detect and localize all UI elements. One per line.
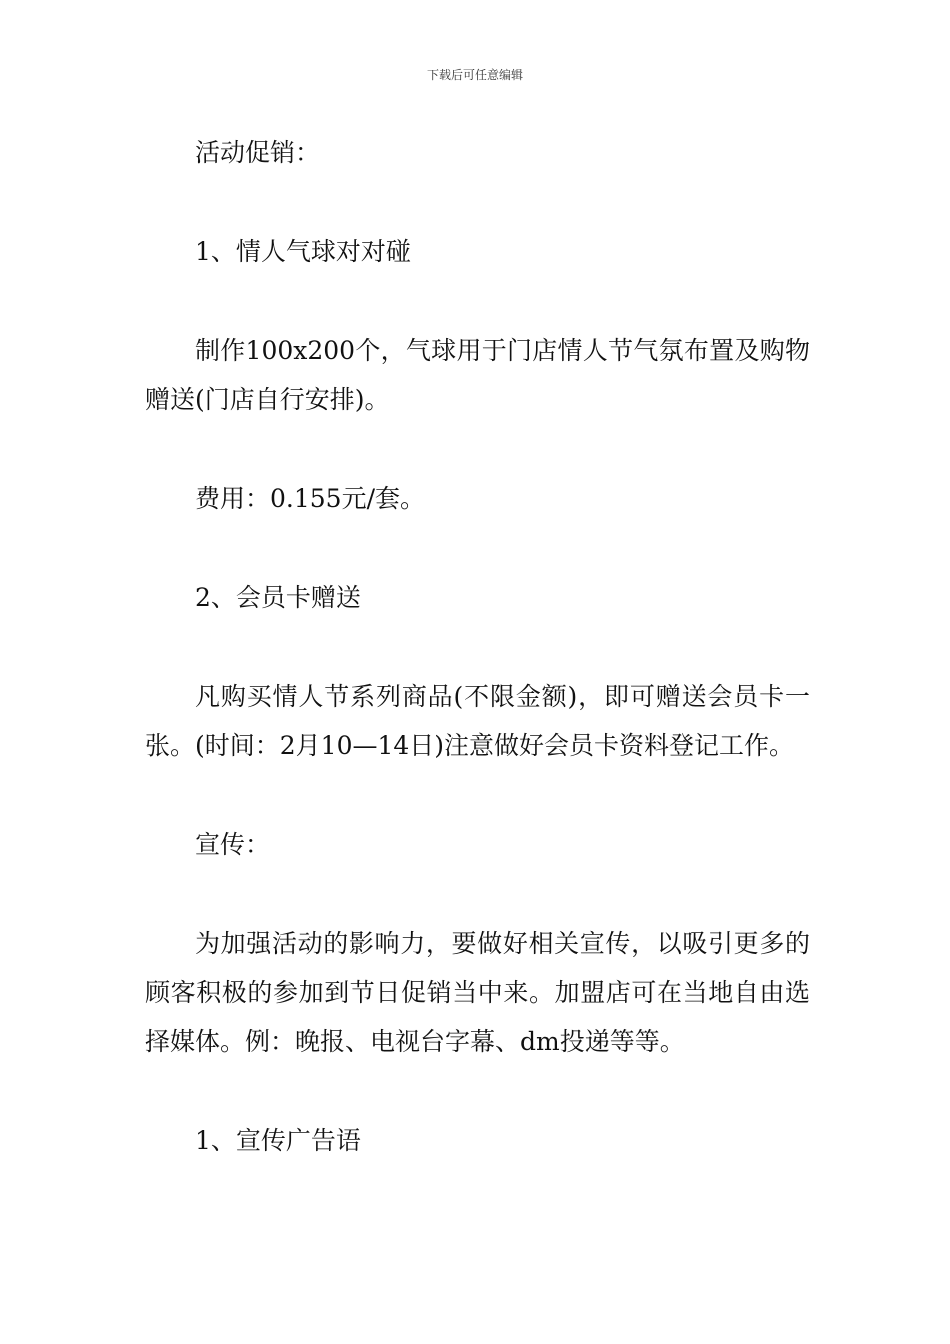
paragraph-gap [145, 1066, 810, 1116]
item-heading-balloon: 1、情人气球对对碰 [195, 237, 411, 266]
paragraph-gap [145, 276, 810, 326]
paragraph-cost: 费用：0.155元/套。 [195, 484, 425, 513]
item-heading-membership-card: 2、会员卡赠送 [195, 583, 361, 612]
paragraph-membership-detail: 凡购买情人节系列商品(不限金额)，即可赠送会员卡一张。(时间：2月10—14日)注意做好会员卡资料登记工作。 [145, 682, 810, 760]
item-heading-slogan: 1、宣传广告语 [195, 1126, 361, 1155]
paragraph-gap [145, 523, 810, 573]
section-heading-publicity: 宣传： [195, 830, 271, 859]
document-body [145, 128, 810, 1165]
paragraph-gap [145, 770, 810, 820]
paragraph-gap [145, 622, 810, 672]
paragraph-publicity-detail: 为加强活动的影响力，要做好相关宣传，以吸引更多的顾客积极的参加到节日促销当中来。加盟店可在当地自由选择媒体。例：晚报、电视台字幕、dm投递等等。 [145, 929, 810, 1056]
paragraph-gap [145, 869, 810, 919]
paragraph-balloon-detail: 制作100x200个，气球用于门店情人节气氛布置及购物赠送(门店自行安排)。 [145, 336, 810, 414]
paragraph-gap [145, 424, 810, 474]
paragraph-gap [145, 177, 810, 227]
section-heading-promotion: 活动促销： [195, 138, 321, 167]
page-header: 下载后可任意编辑 [426, 68, 523, 82]
